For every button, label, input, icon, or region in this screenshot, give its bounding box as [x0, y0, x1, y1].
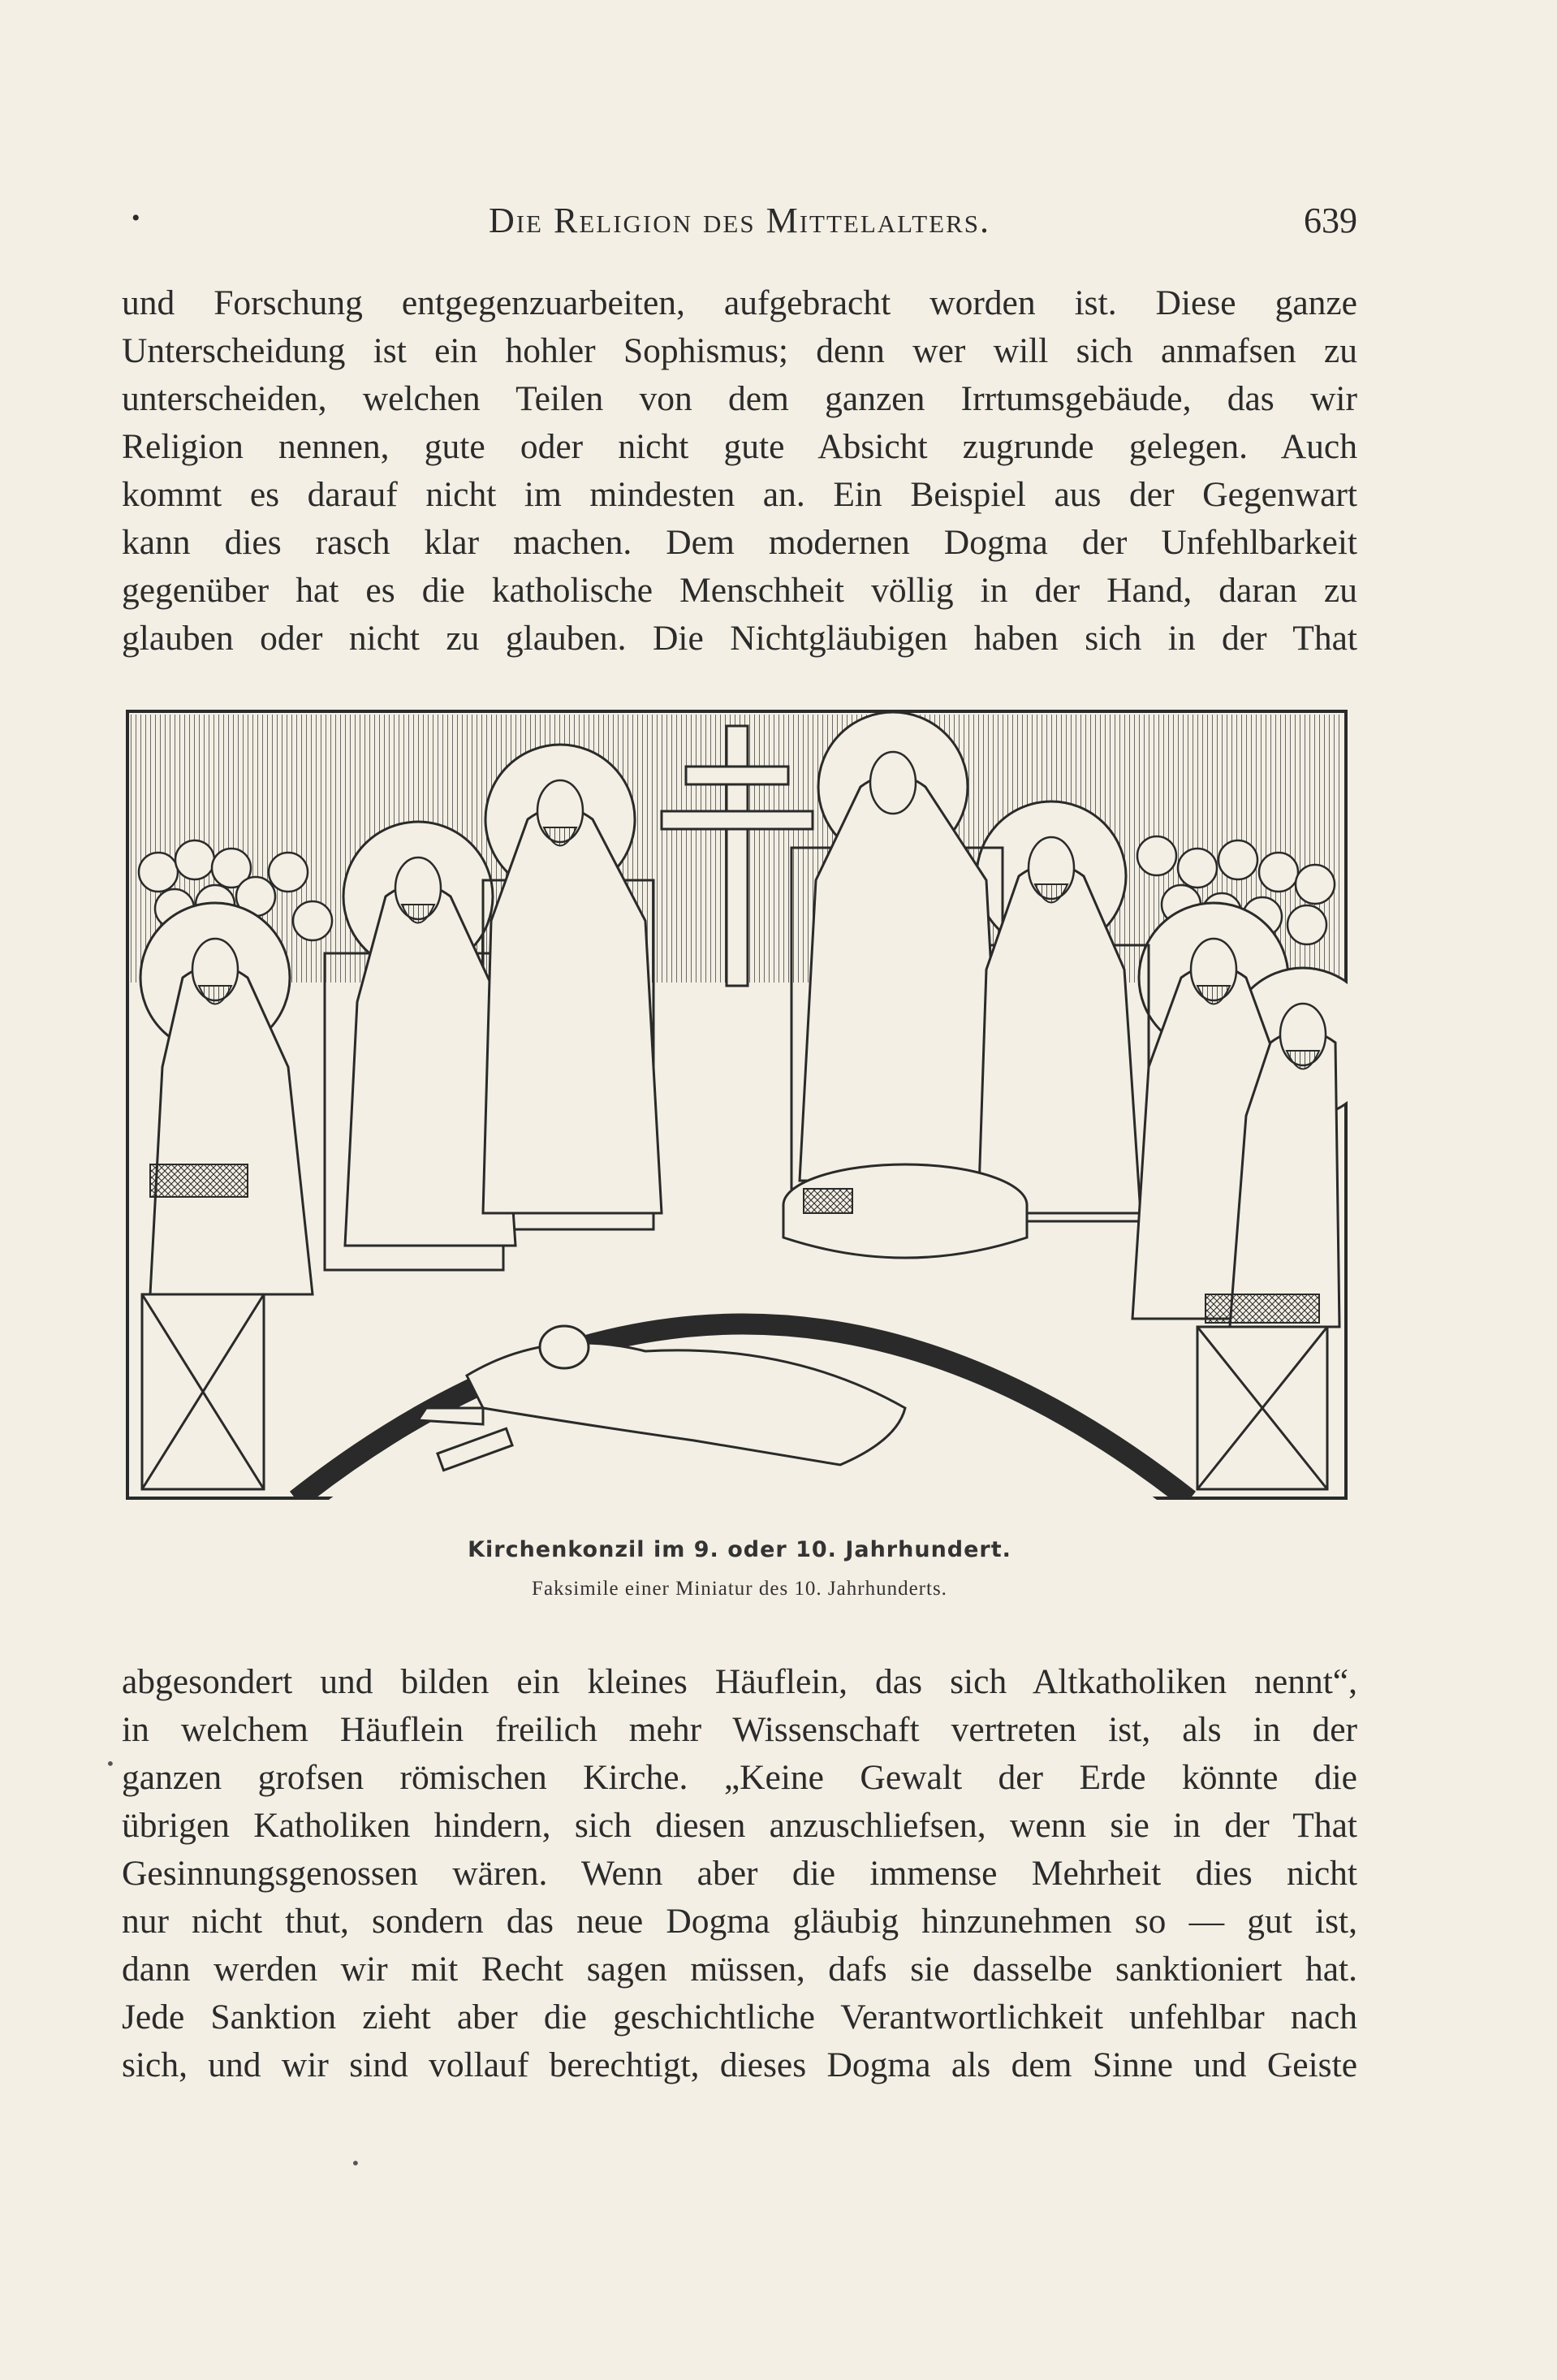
text-line: nur nicht thut, sondern das neue Dogma gläubig hinzunehmen so — gut ist,	[122, 1902, 1357, 1941]
church-council-illustration	[126, 710, 1348, 1500]
paragraph-bottom	[122, 1658, 1357, 2089]
text-line: glauben oder nicht zu glauben. Die Nichtgläubigen haben sich in der That	[122, 619, 1357, 658]
running-title: Die Religion des Mittelalters.	[488, 201, 991, 240]
text-line: in welchem Häuflein freilich mehr Wissenschaft vertreten ist, als in der	[122, 1710, 1357, 1749]
margin-mark: •	[106, 1754, 115, 1773]
text-line: und Forschung entgegenzuarbeiten, aufgebracht worden ist. Diese ganze	[122, 283, 1357, 322]
text-line: kann dies rasch klar machen. Dem modernen Dogma der Unfehlbarkeit	[122, 523, 1357, 562]
page-number: 639	[1304, 201, 1357, 240]
text-line: Religion nennen, gute oder nicht gute Absicht zugrunde gelegen. Auch	[122, 427, 1357, 466]
text-line: unterscheiden, welchen Teilen von dem ganzen Irrtumsgebäude, das wir	[122, 379, 1357, 418]
text-line: ganzen grofsen römischen Kirche. „Keine Gewalt der Erde könnte die	[122, 1758, 1357, 1797]
text-line: Unterscheidung ist ein hohler Sophismus; denn wer will sich anmafsen zu	[122, 331, 1357, 370]
bottom-mark: •	[351, 2153, 360, 2173]
text-line: gegenüber hat es die katholische Menschheit völlig in der Hand, daran zu	[122, 571, 1357, 610]
figure-caption-title: Kirchenkonzil im 9. oder 10. Jahrhundert.	[468, 1537, 1011, 1562]
text-line: Gesinnungsgenossen wären. Wenn aber die immense Mehrheit dies nicht	[122, 1854, 1357, 1893]
text-line: übrigen Katholiken hindern, sich diesen anzuschliefsen, wenn sie in der That	[122, 1806, 1357, 1845]
text-line: sich, und wir sind vollauf berechtigt, dieses Dogma als dem Sinne und Geiste	[122, 2045, 1357, 2084]
figure-caption-subtitle: Faksimile einer Miniatur des 10. Jahrhunderts.	[532, 1578, 947, 1600]
running-header	[122, 200, 1357, 248]
text-line: abgesondert und bilden ein kleines Häuflein, das sich Altkatholiken nennt“,	[122, 1662, 1357, 1701]
text-line: kommt es darauf nicht im mindesten an. Ein Beispiel aus der Gegenwart	[122, 475, 1357, 514]
paragraph-top	[122, 279, 1357, 663]
text-line: Jede Sanktion zieht aber die geschichtliche Verantwortlichkeit unfehlbar nach	[122, 1998, 1357, 2037]
text-line: dann werden wir mit Recht sagen müssen, dafs sie dasselbe sanktioniert hat.	[122, 1950, 1357, 1989]
header-marker: •	[132, 205, 140, 231]
